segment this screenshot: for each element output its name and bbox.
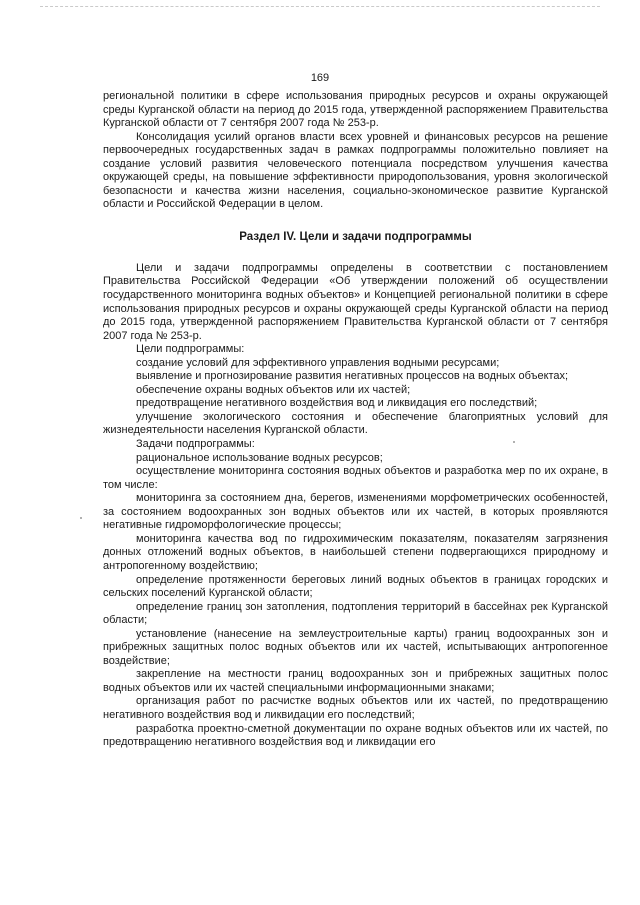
task-item: мониторинга за состоянием дна, берегов, изменениями морфометрических особенностей, за состоянием водоохранных зон водных объектов или их частей, в которых проявляются негативные гидроморфологические процессы;	[103, 492, 608, 532]
task-item: закрепление на местности границ водоохранных зон и прибрежных защитных полос водных объектов или их частей специальными информационными знаками;	[103, 668, 608, 694]
task-item: установление (нанесение на землеустроительные карты) границ водоохранных зон и прибрежных защитных полос водных объектов или их частей, испытывающих антропогенное воздействие;	[103, 627, 608, 667]
document-body	[103, 90, 608, 750]
scan-speck	[80, 517, 82, 519]
goal-item: выявление и прогнозирование развития негативных процессов на водных объектах;	[136, 370, 569, 383]
goals-label: Цели подпрограммы:	[136, 343, 245, 356]
paragraph-consolidation: Консолидация усилий органов власти всех уровней и финансовых ресурсов на решение первоочередных государственных задач в рамках подпрограммы положительно повлияет на создание условий развития человеческого потенциала посредством улучшения качества окружающей среды, на повышение эффективности природопользования, уровня экологической безопасности и качества жизни населения, социально-экономическое развитие Курганской области и Российской Федерации в целом.	[103, 130, 608, 211]
goal-item: создание условий для эффективного управления водными ресурсами;	[136, 356, 500, 369]
task-item: организация работ по расчистке водных объектов или их частей, по предотвращению негативного воздействия вод и ликвидации его последствий;	[103, 695, 608, 721]
task-item: разработка проектно-сметной документации по охране водных объектов или их частей, по предотвращению негативного воздействия вод и ликвидации его	[103, 722, 608, 749]
task-item: определение границ зон затопления, подтопления территорий в бассейнах рек Курганской области;	[103, 600, 608, 627]
task-item: рациональное использование водных ресурсов;	[136, 451, 383, 464]
page-number: 169	[310, 72, 330, 84]
section-heading: Раздел IV. Цели и задачи подпрограммы	[239, 230, 472, 243]
goal-item: улучшение экологического состояния и обеспечение благоприятных условий для жизнедеятельности населения Курганской области.	[103, 410, 608, 437]
paragraph-continuation: региональной политики в сфере использования природных ресурсов и охраны окружающей среды Курганской области на период до 2015 года, утвержденной распоряжением Правительства Курганской области от 7 сентября 2007 года № 253-р.	[103, 90, 608, 130]
scan-edge-artifact	[40, 6, 600, 9]
task-item: осуществление мониторинга состояния водных объектов и разработка мер по их охране, в том числе:	[103, 465, 608, 491]
tasks-label: Задачи подпрограммы:	[136, 438, 255, 451]
goal-item: обеспечение охраны водных объектов или их частей;	[136, 383, 411, 396]
goal-item: предотвращение негативного воздействия вод и ликвидация его последствий;	[136, 397, 538, 410]
task-item: определение протяженности береговых линий водных объектов в границах городских и сельских поселений Курганской области;	[103, 573, 608, 600]
task-item: мониторинга качества вод по гидрохимическим показателям, показателям загрязнения донных отложений водных объектов, в наибольшей степени подвергающихся природному и антропогенному воздействию;	[103, 532, 608, 572]
section-intro: Цели и задачи подпрограммы определены в соответствии с постановлением Правительства Российской Федерации «Об утверждении положений об осуществлении государственного мониторинга водных объектов» и Концепцией региональной политики в сфере использования природных ресурсов и охраны окружающей среды Курганской области на период до 2015 года, утвержденной распоряжением Правительства Курганской области от 7 сентября 2007 года № 253-р.	[103, 261, 608, 342]
